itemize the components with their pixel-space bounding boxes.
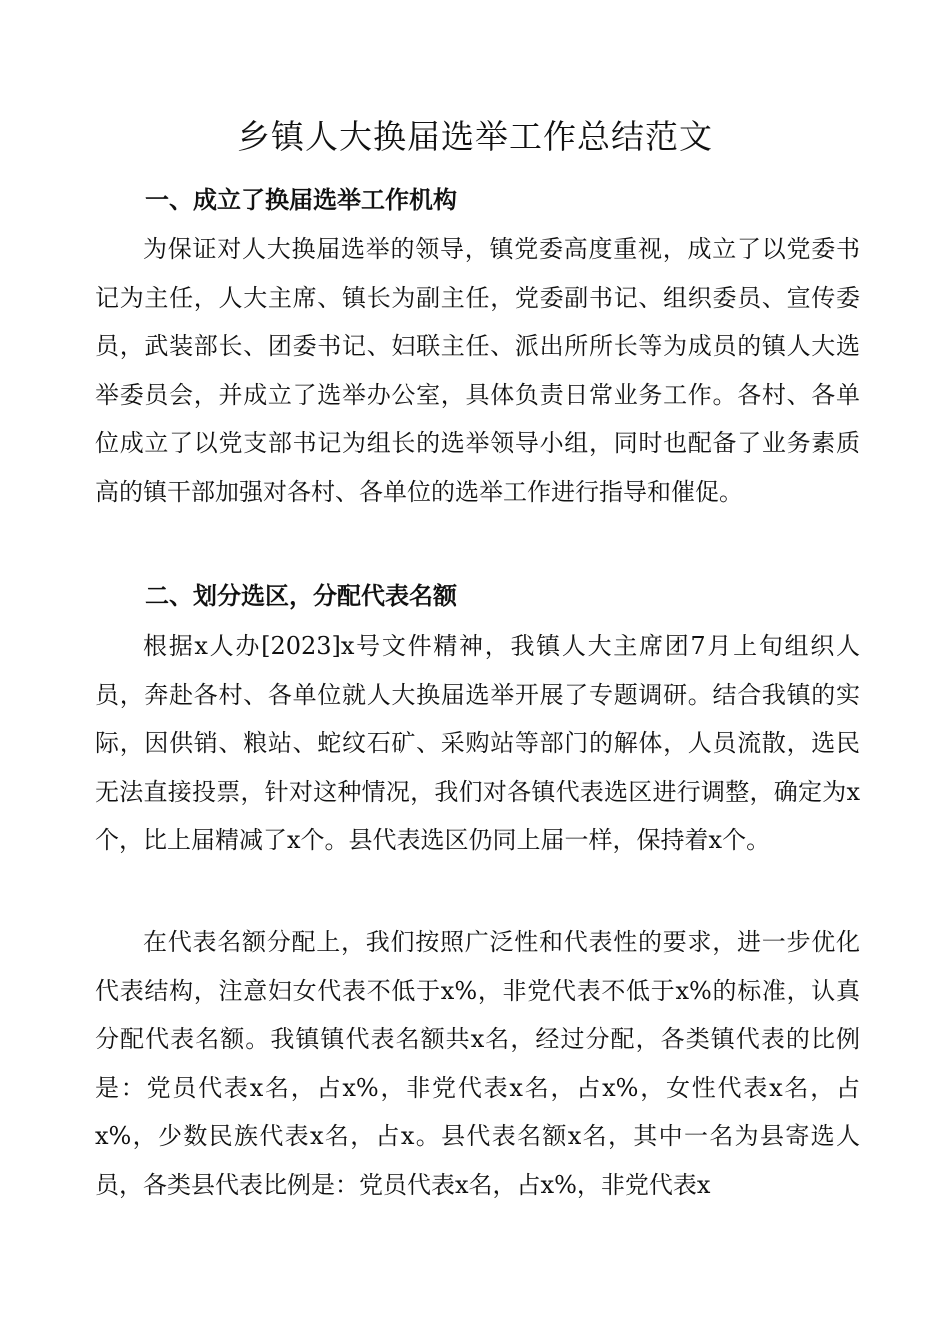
section-2-paragraph-1: 根据x人办[2023]x号文件精神，我镇人大主席团7月上旬组织人员，奔赴各村、各单位就人大换届选举开展了专题调研。结合我镇的实际，因供销、粮站、蛇纹石矿、采购站等部门的解体，人员流散，选民无法直接投票，针对这种情况，我们对各镇代表选区进行调整，确定为x个，比上届精减了x个。县代表选区仍同上届一样，保持着x个。 <box>95 632 860 854</box>
section-1-paragraph: 为保证对人大换届选举的领导，镇党委高度重视，成立了以党委书记为主任，人大主席、镇长为副主任，党委副书记、组织委员、宣传委员，武装部长、团委书记、妇联主任、派出所所长等为成员的镇人大选举委员会，并成立了选举办公室，具体负责日常业务工作。各村、各单位成立了以党支部书记为组长的选举领导小组，同时也配备了业务素质高的镇干部加强对各村、各单位的选举工作进行指导和催促。 <box>95 235 860 506</box>
section-heading-2: 二、划分选区，分配代表名额 <box>145 582 457 610</box>
section-2-paragraph-2: 在代表名额分配上，我们按照广泛性和代表性的要求，进一步优化代表结构，注意妇女代表不低于x%，非党代表不低于x%的标准，认真分配代表名额。我镇镇代表名额共x名，经过分配，各类镇代表的比例是：党员代表x名，占x%，非党代表x名，占x%，女性代表x名，占x%，少数民族代表x名，占x。县代表名额x名，其中一名为县寄选人员，各类县代表比例是：党员代表x名，占x%，非党代表x <box>95 928 860 1199</box>
document-title: 乡镇人大换届选举工作总结范文 <box>237 117 713 156</box>
section-heading-1: 一、成立了换届选举工作机构 <box>145 186 457 214</box>
